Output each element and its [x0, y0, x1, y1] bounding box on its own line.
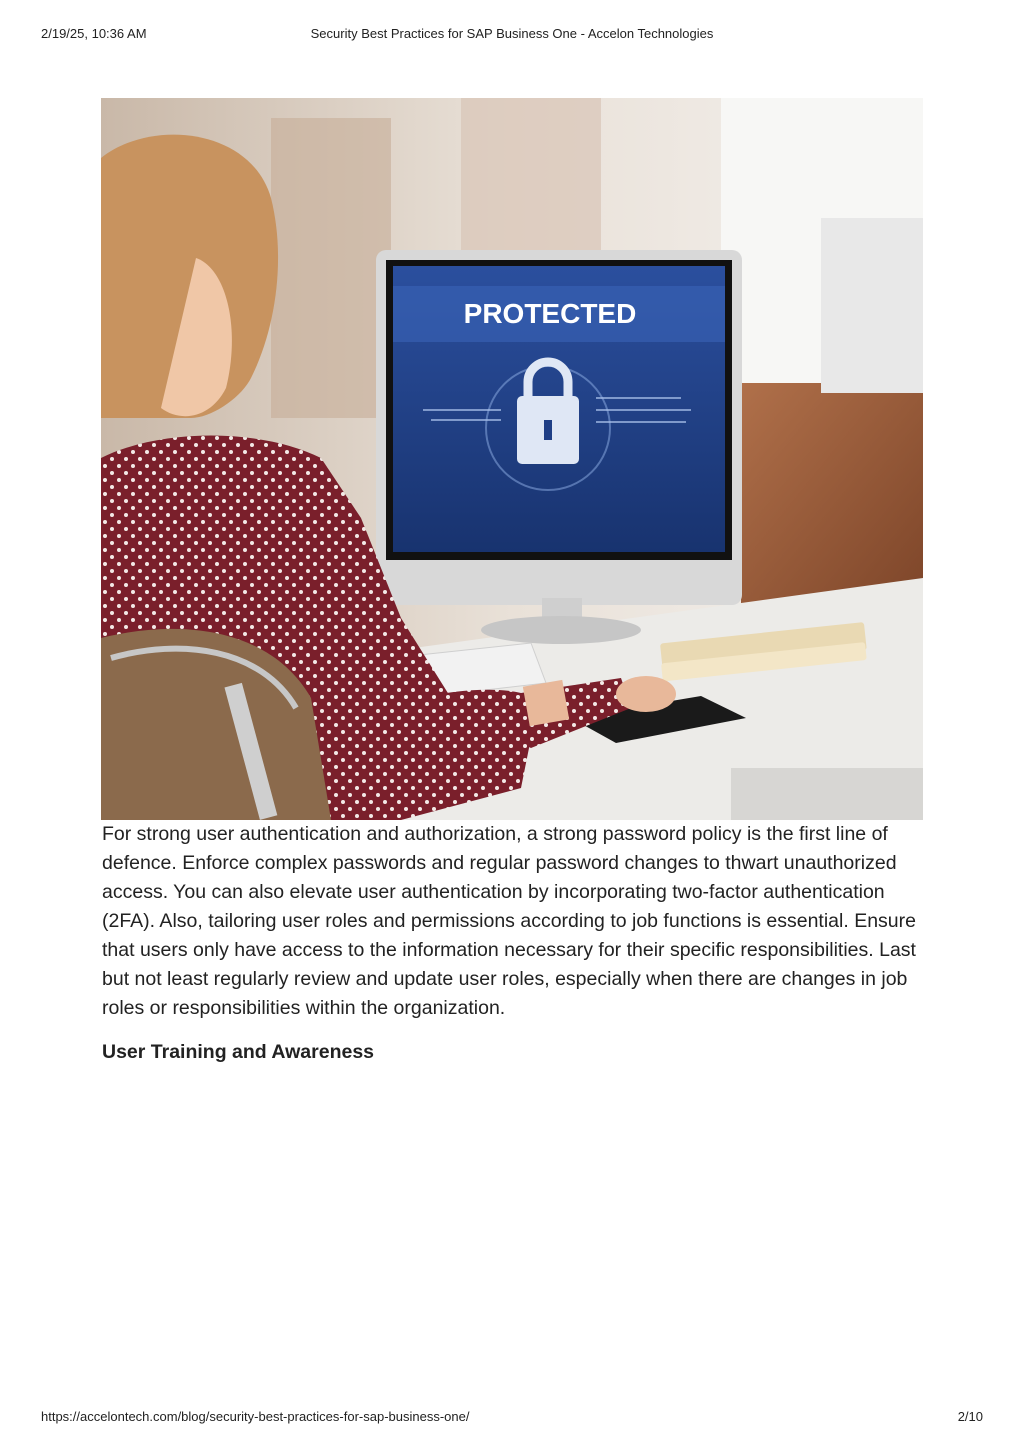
article-paragraph: For strong user authentication and authorization, a strong password policy is the first line of defence. Enforce complex passwords and regular password changes to thwart unauthorized access. You can also elevate user authentication by incorporating two-factor authentication (2FA). Also, tailoring user roles and permissions according to job functions is essential. Ensure that users only have access to the information necessary for their specific responsibilities. Last but not least regularly review and update user roles, especially when there are changes in job roles or responsibilities within the organization.	[102, 823, 916, 1019]
screen-text: PROTECTED	[463, 298, 637, 329]
print-datetime: 2/19/25, 10:36 AM	[41, 26, 147, 41]
print-url: https://accelontech.com/blog/security-best-practices-for-sap-business-one/	[41, 1409, 470, 1424]
section-heading: User Training and Awareness	[102, 1041, 375, 1063]
hero-image	[101, 98, 923, 820]
print-page-title: Security Best Practices for SAP Business One - Accelon Technologies	[310, 26, 714, 41]
page-number: 2/10	[957, 1409, 983, 1424]
